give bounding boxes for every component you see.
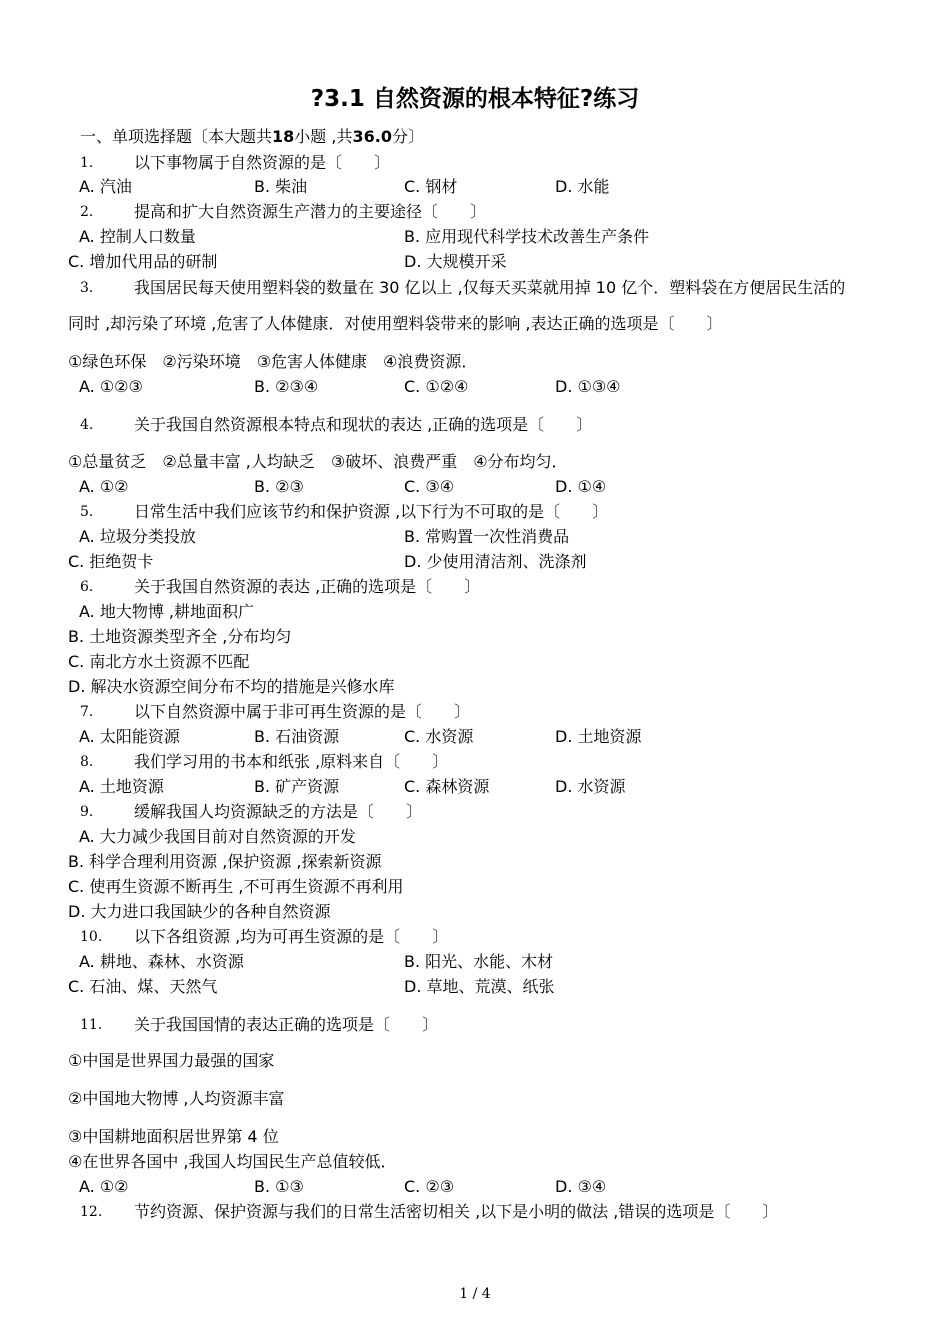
option-a: A. 控制人口数量 bbox=[79, 227, 196, 246]
option-b: B. 石油资源 bbox=[254, 727, 340, 746]
question-number: 2. bbox=[80, 204, 94, 220]
question-number: 3. bbox=[80, 280, 94, 296]
option-c: C. 水资源 bbox=[404, 727, 474, 746]
question-text: 以下自然资源中属于非可再生资源的是〔 〕 bbox=[134, 702, 471, 721]
question-text: 关于我国自然资源根本特点和现状的表达 ,正确的选项是〔 〕 bbox=[134, 415, 593, 434]
question-text: 节约资源、保护资源与我们的日常生活密切相关 ,以下是小明的做法 ,错误的选项是〔 〕 bbox=[134, 1202, 779, 1221]
question-number: 6. bbox=[80, 579, 94, 595]
option-a: A. 地大物博 ,耕地面积广 bbox=[79, 602, 255, 621]
question-text: 以下各组资源 ,均为可再生资源的是〔 〕 bbox=[134, 927, 449, 946]
option-b: B. ①③ bbox=[254, 1177, 304, 1196]
option-a: A. 汽油 bbox=[79, 177, 132, 196]
option-a: A. ①②③ bbox=[79, 377, 143, 396]
option-a: A. 耕地、森林、水资源 bbox=[79, 952, 244, 971]
option-c: C. ②③ bbox=[404, 1177, 455, 1196]
option-a: A. ①② bbox=[79, 1177, 129, 1196]
question-number: 1. bbox=[80, 155, 94, 171]
option-a: A. 垃圾分类投放 bbox=[79, 527, 196, 546]
option-c: C. 使再生资源不断再生 ,不可再生资源不再利用 bbox=[68, 877, 404, 896]
option-d: D. 大规模开采 bbox=[404, 252, 507, 271]
document-page: ?3.1 自然资源的根本特征?练习 一、单项选择题〔本大题共18小题 ,共36.0分〕 1. 以下事物属于自然资源的是〔 〕 A. 汽油 B. 柴油 C. 钢材 D. 水能 2. 提高和扩大自然资源生产潜力的主要途径〔 〕 A. 控制人口数量 B. 应用现代科学技术改善生产条件 C. 增加代用品的研制 D. 大规模开采 3. 我国居民每天使用塑料袋的数量在 30 亿以上 ,仅每天买菜就用掉 10 亿个．塑料袋在方便居民生活的 同时 ,却污染了环境 ,危害了人体健康．对使用塑料袋带来的影响 ,表达正确的选项是〔 〕 ①绿色环保 ②污染环境 ③危害人体健康 ④浪费资源． A. ①②③ B. ②③④ C. ①②④ D. ①③④ 4. 关于我国自然资源根本特点和现状的表达 ,正确的选项是〔 〕 ①总量贫乏 ②总量丰富 ,人均缺乏 ③破坏、浪费严重 ④分布均匀． A. ①② B. ②③ C. ③④ D. ①④ 5. 日常生活中我们应该节约和保护资源 ,以下行为不可取的是〔 〕 A. 垃圾分类投放 B. 常购置一次性消费品 C. 拒绝贺卡 D. 少使用清洁剂、洗涤剂 6. 关于我国自然资源的表达 ,正确的选项是〔 〕 A. 地大物博 ,耕地面积广 B. 土地资源类型齐全 ,分布均匀 C. 南北方水土资源不匹配 D. 解决水资源空间分布不均的措施是兴修水库 7. 以下自然资源中属于非可再生资源的是〔 〕 A. 太阳能资源 B. 石油资源 C. 水资源 D. 土地资源 8. 我们学习用的书本和纸张 ,原料来自〔 〕 A. 土地资源 B. 矿产资源 C. 森林资源 D. 水资源 9. 缓解我国人均资源缺乏的方法是〔 〕 A. 大力减少我国目前对自然资源的开发 B. 科学合理利用资源 ,保护资源 ,探索新资源 C. 使再生资源不断再生 ,不可再生资源不再利用 D. 大力进口我国缺少的各种自然资源 10. 以下各组资源 ,均为可再生资源的是〔 〕 A. 耕地、森林、水资源 B. 阳光、水能、木材 C. 石油、煤、天然气 D. 草地、荒漠、纸张 11. 关于我国国情的表达正确的选项是〔 〕 ①中国是世界国力最强的国家 ②中国地大物博 ,人均资源丰富 ③中国耕地面积居世界第 4 位 ④在世界各国中 ,我国人均国民生产总值较低． A. ①② B. ①③ C. ②③ D. ③④ 12. 节约资源、保护资源与我们的日常生活密切相关 ,以下是小明的做法 ,错误的选项是〔 〕 1 / 4 bbox=[0, 0, 950, 1344]
option-c: C. 增加代用品的研制 bbox=[68, 252, 218, 271]
question-text: 缓解我国人均资源缺乏的方法是〔 〕 bbox=[134, 802, 423, 821]
option-b: B. ②③④ bbox=[254, 377, 319, 396]
option-c: C. 拒绝贺卡 bbox=[68, 552, 154, 571]
question-number: 12. bbox=[80, 1204, 103, 1220]
option-a: A. 大力减少我国目前对自然资源的开发 bbox=[79, 827, 356, 846]
question-text: 我国居民每天使用塑料袋的数量在 30 亿以上 ,仅每天买菜就用掉 10 亿个．塑料袋在方便居民生活的 bbox=[134, 278, 846, 297]
question-number: 9. bbox=[80, 804, 94, 820]
option-c: C. ③④ bbox=[404, 477, 455, 496]
option-b: B. 科学合理利用资源 ,保护资源 ,探索新资源 bbox=[68, 852, 382, 871]
question-number: 11. bbox=[80, 1017, 103, 1033]
question-text: 提高和扩大自然资源生产潜力的主要途径〔 〕 bbox=[134, 202, 487, 221]
question-text: 日常生活中我们应该节约和保护资源 ,以下行为不可取的是〔 〕 bbox=[134, 502, 609, 521]
option-d: D. 草地、荒漠、纸张 bbox=[404, 977, 555, 996]
option-d: D. 大力进口我国缺少的各种自然资源 bbox=[68, 902, 331, 921]
option-c: C. 钢材 bbox=[404, 177, 458, 196]
option-b: B. 土地资源类型齐全 ,分布均匀 bbox=[68, 627, 292, 646]
question-text: 关于我国国情的表达正确的选项是〔 〕 bbox=[134, 1015, 439, 1034]
option-a: A. 土地资源 bbox=[79, 777, 164, 796]
option-b: B. 柴油 bbox=[254, 177, 308, 196]
option-a: A. 太阳能资源 bbox=[79, 727, 180, 746]
option-d: D. 水能 bbox=[555, 177, 610, 196]
question-number: 8. bbox=[80, 754, 94, 770]
question-count: 18 bbox=[272, 127, 295, 146]
option-b: B. 应用现代科学技术改善生产条件 bbox=[404, 227, 650, 246]
option-d: D. 土地资源 bbox=[555, 727, 642, 746]
option-b: B. 阳光、水能、木材 bbox=[404, 952, 554, 971]
total-score: 36.0 bbox=[352, 127, 392, 146]
page-title: ?3.1 自然资源的根本特征?练习 bbox=[310, 86, 640, 112]
option-d: D. ①④ bbox=[555, 477, 607, 496]
section-heading: 一、单项选择题〔本大题共18小题 ,共36.0分〕 bbox=[80, 127, 424, 146]
page-number: 1 / 4 bbox=[459, 1286, 491, 1302]
option-d: D. 水资源 bbox=[555, 777, 626, 796]
question-text: 以下事物属于自然资源的是〔 〕 bbox=[134, 153, 391, 172]
option-c: C. 石油、煤、天然气 bbox=[68, 977, 218, 996]
option-d: D. 解决水资源空间分布不均的措施是兴修水库 bbox=[68, 677, 395, 696]
question-number: 7. bbox=[80, 704, 94, 720]
question-number: 4. bbox=[80, 417, 94, 433]
option-d: D. ①③④ bbox=[555, 377, 621, 396]
question-number: 10. bbox=[80, 929, 103, 945]
question-text: 关于我国自然资源的表达 ,正确的选项是〔 〕 bbox=[134, 577, 481, 596]
option-d: D. ③④ bbox=[555, 1177, 607, 1196]
option-c: C. ①②④ bbox=[404, 377, 469, 396]
question-text: 我们学习用的书本和纸张 ,原料来自〔 〕 bbox=[134, 752, 449, 771]
option-a: A. ①② bbox=[79, 477, 129, 496]
option-d: D. 少使用清洁剂、洗涤剂 bbox=[404, 552, 587, 571]
option-c: C. 南北方水土资源不匹配 bbox=[68, 652, 250, 671]
option-c: C. 森林资源 bbox=[404, 777, 490, 796]
option-b: B. 常购置一次性消费品 bbox=[404, 527, 570, 546]
option-b: B. 矿产资源 bbox=[254, 777, 340, 796]
option-b: B. ②③ bbox=[254, 477, 304, 496]
question-number: 5. bbox=[80, 504, 94, 520]
